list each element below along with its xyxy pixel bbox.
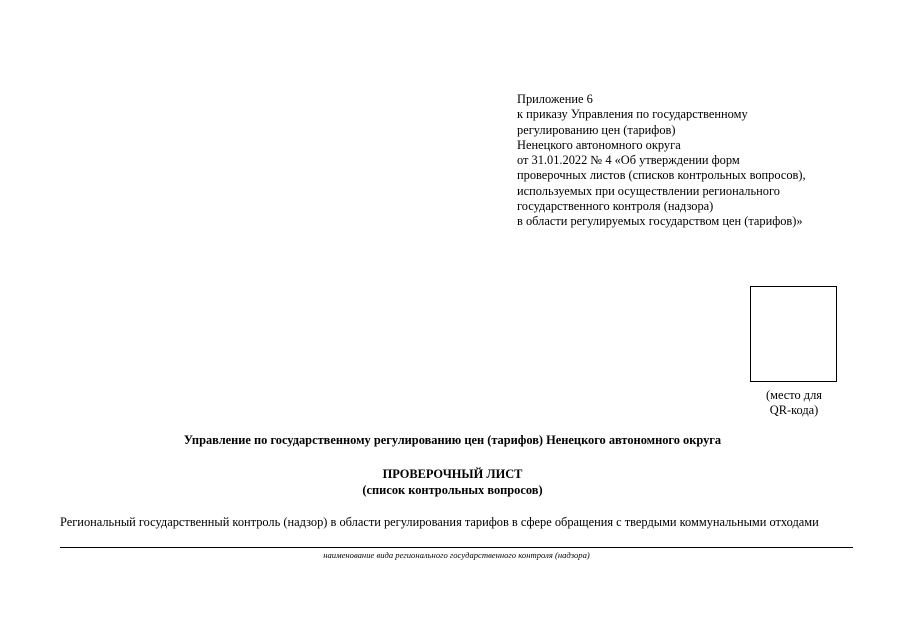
appendix-line: регулированию цен (тарифов): [517, 122, 676, 137]
qr-caption-line: (место для: [765, 388, 822, 402]
organization-title: Управление по государственному регулированию цен (тарифов) Ненецкого автономного округа: [183, 433, 722, 447]
document-title: ПРОВЕРОЧНЫЙ ЛИСТ: [382, 467, 523, 481]
qr-caption-line: QR-кода): [769, 403, 819, 417]
appendix-line: в области регулируемых государством цен (тарифов)»: [517, 214, 803, 229]
appendix-line: Ненецкого автономного округа: [517, 137, 681, 152]
appendix-header: [517, 92, 877, 230]
document-subtitle: (список контрольных вопросов): [362, 482, 543, 497]
underline-divider: [60, 547, 853, 548]
appendix-line: государственного контроля (надзора): [517, 199, 714, 214]
qr-code-placeholder: [750, 286, 837, 382]
appendix-line: от 31.01.2022 № 4 «Об утверждении форм: [517, 153, 740, 168]
document-title-block: [0, 467, 905, 498]
control-type-text: Региональный государственный контроль (надзор) в области регулирования тарифов в сфере обращения с твердыми коммунальными отходами: [60, 515, 819, 529]
appendix-line: Приложение 6: [517, 92, 593, 106]
appendix-line: используемых при осуществлении регионального: [517, 183, 780, 198]
qr-caption: [744, 388, 844, 418]
control-type-caption: наименование вида регионального государственного контроля (надзора): [323, 550, 590, 560]
appendix-line: проверочных листов (списков контрольных вопросов),: [517, 168, 806, 183]
appendix-line: к приказу Управления по государственному: [517, 107, 748, 122]
